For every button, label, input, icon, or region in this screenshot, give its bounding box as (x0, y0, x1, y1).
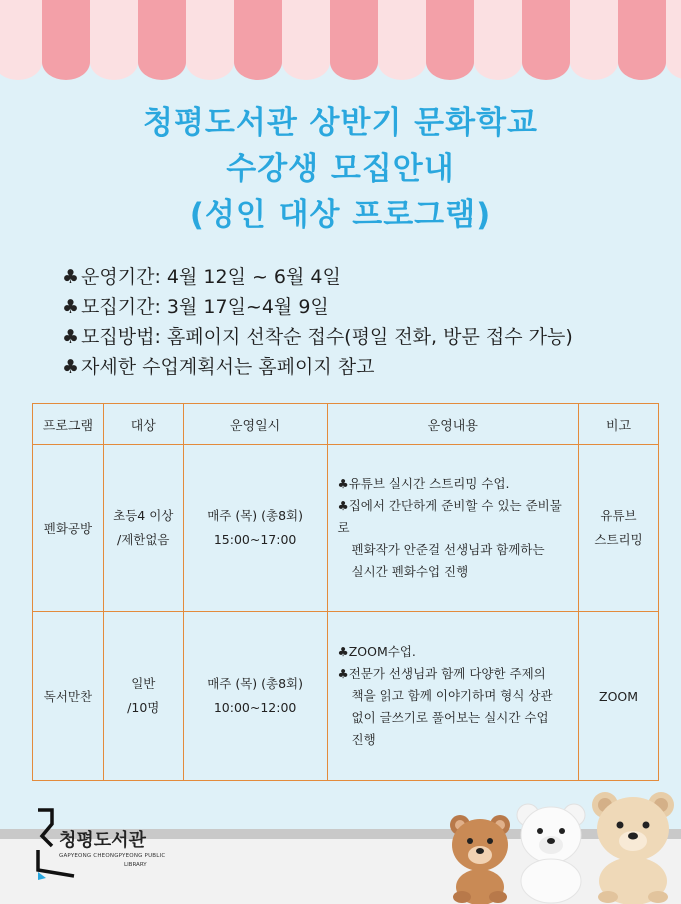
club-icon: ♣ (62, 296, 80, 318)
program-name: 독서만찬 (33, 612, 104, 781)
target-line: 일반 (131, 676, 156, 691)
program-schedule (183, 612, 327, 781)
info-text: 모집기간: 3월 17일~4월 9일 (81, 296, 329, 318)
target-line: /제한없음 (117, 532, 170, 547)
header-note: 비고 (579, 404, 659, 445)
header-program: 프로그램 (33, 404, 104, 445)
program-table (32, 403, 659, 781)
title-line-1: 청평도서관 상반기 문화학교 (143, 105, 538, 141)
content-bullet: ♣ZOOM수업. (337, 644, 416, 659)
content-continuation: 책을 읽고 함께 이야기하며 형식 상관 (351, 688, 553, 703)
program-note (579, 445, 659, 612)
library-logo-subtitle-2: LIBRARY (124, 862, 147, 868)
table-row (33, 445, 659, 612)
title-line-3: (성인 대상 프로그램) (189, 197, 492, 233)
program-content (327, 445, 579, 612)
target-line: /10명 (127, 700, 160, 715)
program-target (103, 612, 183, 781)
pink-awning-decoration (0, 0, 681, 90)
white-bear-icon (517, 804, 585, 903)
content-bullet: ♣유튜브 실시간 스트리밍 수업. (337, 476, 510, 491)
club-icon: ♣ (62, 266, 80, 288)
content-continuation: 진행 (351, 732, 376, 747)
content-bullet: ♣전문가 선생님과 함께 다양한 주제의 (337, 666, 546, 681)
info-text: 모집방법: 홈페이지 선착순 접수(평일 전화, 방문 접수 가능) (81, 326, 573, 348)
content-bullet: ♣집에서 간단하게 준비할 수 있는 준비물로 (337, 498, 562, 535)
info-reference (62, 352, 573, 382)
club-icon: ♣ (62, 326, 80, 348)
note-line: 스트리밍 (594, 532, 643, 547)
page-title (0, 100, 681, 238)
title-line-2: 수강생 모집안내 (226, 151, 455, 187)
schedule-line: 매주 (목) (총8회) (207, 676, 303, 691)
program-name: 펜화공방 (33, 445, 104, 612)
info-text: 운영기간: 4월 12일 ~ 6월 4일 (81, 266, 341, 288)
library-logo-subtitle: GAPYEONG CHEONGPYEONG PUBLIC (59, 853, 166, 859)
info-method (62, 322, 573, 352)
table-header-row (33, 404, 659, 445)
header-target: 대상 (103, 404, 183, 445)
beige-bear-icon (592, 792, 674, 904)
library-logo-name: 청평도서관 (59, 830, 146, 851)
schedule-line: 10:00~12:00 (213, 700, 297, 715)
info-recruit-period (62, 292, 573, 322)
program-note: ZOOM (579, 612, 659, 781)
info-list (62, 262, 573, 382)
content-continuation: 실시간 펜화수업 진행 (351, 564, 469, 579)
brown-bear-icon (450, 815, 510, 904)
library-logo (34, 806, 184, 880)
club-icon: ♣ (62, 356, 80, 378)
content-continuation: 없이 글쓰기로 풀어보는 실시간 수업 (351, 710, 549, 725)
table-row (33, 612, 659, 781)
teddy-bears-illustration (440, 785, 681, 904)
note-line: 유튜브 (600, 508, 637, 523)
schedule-line: 매주 (목) (총8회) (207, 508, 303, 523)
program-content (327, 612, 579, 781)
program-schedule (183, 445, 327, 612)
schedule-line: 15:00~17:00 (213, 532, 297, 547)
info-text: 자세한 수업계획서는 홈페이지 참고 (81, 356, 375, 378)
target-line: 초등4 이상 (113, 508, 174, 523)
program-target (103, 445, 183, 612)
content-continuation: 펜화작가 안준걸 선생님과 함께하는 (351, 542, 545, 557)
info-period (62, 262, 573, 292)
header-content: 운영내용 (327, 404, 579, 445)
header-schedule: 운영일시 (183, 404, 327, 445)
